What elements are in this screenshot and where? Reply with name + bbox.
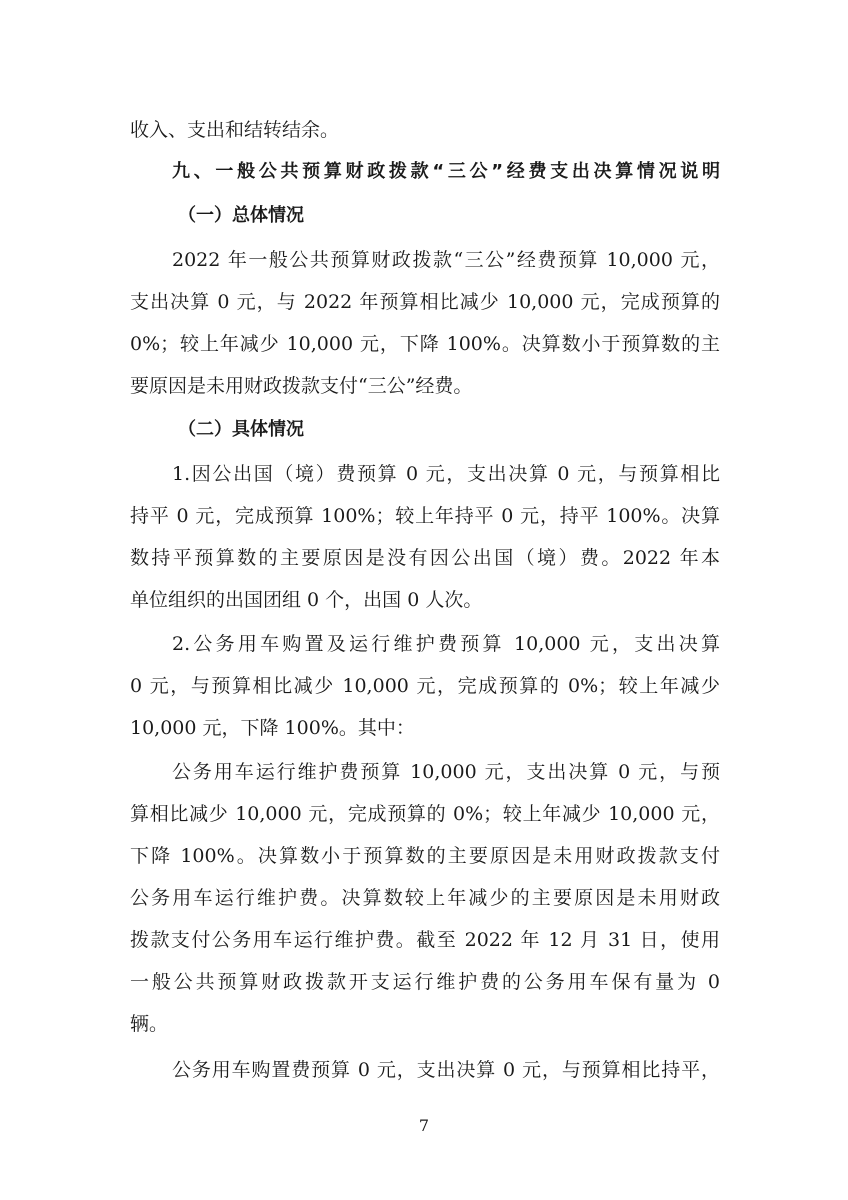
paragraph-line: 单位组织的出国团组 0 个，出国 0 人次。: [130, 589, 483, 611]
paragraph-line: 2.公务用车购置及运行维护费预算 10,000 元，支出决算: [172, 633, 720, 655]
page-number: 7: [418, 1116, 430, 1135]
paragraph-line: 2022 年一般公共预算财政拨款“三公”经费预算 10,000 元，: [172, 249, 720, 271]
paragraph-line: 辆。: [130, 1013, 169, 1035]
paragraph-line: 0%；较上年减少 10,000 元，下降 100%。决算数小于预算数的主: [130, 333, 720, 355]
paragraph-line: 支出决算 0 元，与 2022 年预算相比减少 10,000 元，完成预算的: [130, 291, 720, 313]
paragraph-line: 拨款支付公务用车运行维护费。截至 2022 年 12 月 31 日，使用: [130, 929, 720, 951]
paragraph-line: 持平 0 元，完成预算 100%；较上年持平 0 元，持平 100%。决算: [130, 505, 720, 527]
paragraph-line: 公务用车运行维护费预算 10,000 元，支出决算 0 元，与预: [172, 761, 720, 783]
paragraph-line: 算相比减少 10,000 元，完成预算的 0%；较上年减少 10,000 元，: [130, 803, 720, 825]
paragraph-line: 下降 100%。决算数小于预算数的主要原因是未用财政拨款支付: [130, 845, 720, 867]
paragraph-line: 1.因公出国（境）费预算 0 元，支出决算 0 元，与预算相比: [172, 463, 720, 485]
paragraph-line: 0 元，与预算相比减少 10,000 元，完成预算的 0%；较上年减少: [130, 675, 720, 697]
subsection-heading: （二）具体情况: [178, 419, 304, 440]
paragraph-line: 公务用车购置费预算 0 元，支出决算 0 元，与预算相比持平，: [172, 1059, 720, 1081]
paragraph-line: 一般公共预算财政拨款开支运行维护费的公务用车保有量为 0: [130, 971, 720, 993]
paragraph-line: 公务用车运行维护费。决算数较上年减少的主要原因是未用财政: [130, 887, 720, 909]
paragraph-line: 收入、支出和结转结余。: [130, 119, 340, 141]
paragraph-line: 10,000 元，下降 100%。其中：: [130, 717, 415, 739]
paragraph-line: 要原因是未用财政拨款支付“三公”经费。: [130, 375, 473, 397]
paragraph-line: 数持平预算数的主要原因是没有因公出国（境）费。2022 年本: [130, 547, 720, 569]
subsection-heading: （一）总体情况: [178, 205, 304, 226]
section-heading: 九、一般公共预算财政拨款“三公”经费支出决算情况说明: [172, 161, 720, 182]
